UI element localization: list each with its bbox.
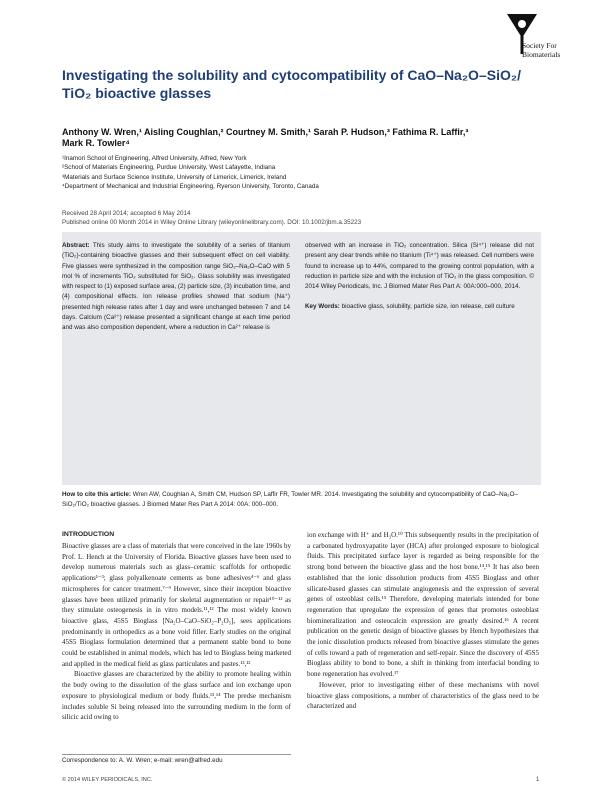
right-paragraph-2: However, prior to investigating either of these mechanisms with novel bioactive glass compositions, a number of characteristics of the glass need to be characterized and	[307, 680, 539, 711]
abstract-right-column	[305, 241, 534, 313]
keywords	[305, 302, 534, 312]
affiliation-1: ¹Inamori School of Engineering, Alfred University, Alfred, New York	[62, 155, 247, 162]
cite-text: Wren AW, Coughlan A, Smith CM, Hudson SP, Laffir FR, Towler MR. 2014. Investigating the solubility and cytocompatibility of CaO–Na₂O–SiO₂/TiO₂ bioactive glasses. J Biomed Mater Res Part A 2014: 00A: 000–000.	[62, 491, 519, 508]
article-title: Investigating the solubility and cytocompatibility of CaO–Na₂O–SiO₂/ TiO₂ bioactive glasses	[62, 67, 521, 101]
authors: Anthony W. Wren,¹ Aisling Coughlan,² Courtney M. Smith,¹ Sarah P. Hudson,³ Fathima R. Laffir,³ Mark R. Towler⁴	[62, 127, 469, 148]
affiliation-3: ³Materials and Surface Science Institute, University of Limerick, Limerick, Ireland	[62, 173, 287, 181]
logo-text: Society For Biomaterials	[522, 41, 561, 59]
footnote-divider	[62, 754, 291, 755]
affiliation-4: ⁴Department of Mechanical and Industrial Engineering, Ryerson University, Toronto, Canada	[62, 182, 319, 190]
abstract-left-column	[62, 241, 290, 334]
keywords-label: Key Words:	[305, 303, 340, 311]
published-info: Published online 00 Month 2014 in Wiley Online Library (wileyonlinelibrary.com). DOI: 10.1002/jbm.a.35223	[62, 219, 362, 226]
affiliation-2: ²School of Materials Engineering, Purdue University, West Lafayette, Indiana	[62, 164, 276, 172]
body-right-column	[307, 530, 539, 712]
intro-paragraph-2: Bioactive glasses are characterized by the ability to promote healing within the body owing to the dissolution of the glass surface and ion exchange upon exposure to physiological medium or body fluids.¹³,¹⁴ The predse mechanism includes soluble Si being released into the surrounding medium in the form of silicic acid owing to	[62, 670, 291, 722]
abstract-text-right: observed with an increase in TiO₂ concentration. Silica (Si⁴⁺) release did not present any clear trends while no titanium (Ti⁴⁺) was released. Cell numbers were found to increase up to 44%, compared to the growing control population, with a reduction in particle size and with the inclusion of TiO₂ in the glass composition. © 2014 Wiley Periodicals, Inc. J Biomed Mater Res Part A: 00A:000–000, 2014.	[305, 242, 534, 291]
correspondence: Correspondence to: A. W. Wren; e-mail: wren@alfred.edu	[62, 757, 223, 764]
right-paragraph-1: ion exchange with H⁺ and H₃O.¹⁰ This subsequently results in the precipitation of a carbonated hydroxyapatite layer (HCA) after prolonged exposure to biological fluids. This precipitated surface layer is regarded as being responsible for the strong bond between the bioactive glass and the host bone.¹⁴,¹⁵ It has also been established that the ionic dissolution products from 45S5 Bioglass and other silicate-based glasses can stimulate angiogenesis and the expression of several genes of osteoblast cells.¹⁵ Therefore, developing materials intended for bone regeneration that upregulate the expression of genes that promotes osteoblast biomineralization and osteocalcin expression are greatly desired.¹⁶ A recent publication on the genetic design of bioactive glasses by Hench hypothesizes that the ionic dissolution products released from bioactive glasses stimulate the genes of cells toward a path of regeneration and self-repair. Since the discovery of 45S5 Bioglass ability to bond to bone, a shift in thinking from interfacial bonding to bone regeneration has evolved.¹⁷	[307, 531, 539, 679]
intro-paragraph-1: Bioactive glasses are a class of materials that were conceived in the late 1960s by Prof. L. Hench at the University of Florida. Bioactive glasses have been used to develop numerous materials such as glass–ceramic scaffolds for orthopedic applications¹⁻³; glass polyalkenoate cements as bone adhesives⁴⁻⁶ and glass microspheres for cancer treatment.⁷⁻⁹ However, since their inception bioactive glasses have been utilized primarily for skeletal augmentation or repair¹⁰⁻¹² as they stimulate osteogenesis in in vitro models.¹¹,¹² The most widely known bioactive glass, 45S5 Bioglass [Na₂O–CaO–SiO₂–P₂O₅], sees applications predominantly in orthopedics as a bone void filler. Early studies on the original 45S5 Bioglass formulation determined that a permanent stable bond to bone could be established in animal models, which has led to Bioglass being marketed and applied in the medical field as glass particulates and pastes.¹³,¹²	[62, 542, 291, 668]
copyright-footer: © 2014 WILEY PERIODICALS, INC.	[62, 777, 153, 783]
introduction-heading: INTRODUCTION	[62, 531, 115, 538]
page-number: 1	[536, 777, 540, 783]
received-date: Received 28 April 2014; accepted 6 May 2014	[62, 210, 191, 217]
cite-label: How to cite this article:	[62, 491, 131, 498]
affiliations	[62, 154, 552, 191]
body-left-column	[62, 530, 291, 723]
abstract-label: Abstract:	[62, 242, 90, 249]
keywords-text: bioactive glass, solubility, particle size, ion release, cell culture	[341, 303, 515, 311]
how-to-cite	[62, 490, 540, 509]
publication-dates	[62, 209, 552, 227]
abstract-text-left: This study aims to investigate the solubility of a series of titanium (TiO₂)-containing bioactive glasses and their subsequent effect on cell viability. Five glasses were synthesized in the composition range SiO₂–Na₂O–CaO with 5 mol % of increments TiO₂ substituted for SiO₂. Glass solubility was investigated with respect to (1) exposed surface area, (2) particle size, (3) incubation time, and (4) compositional effects. Ion release profiles showed that sodium (Na⁺) presented high release rates after 1 day and were unchanged between 7 and 14 days. Calcium (Ca²⁺) release presented a significant change at each time period and was also composition dependent, where a reduction in Ca²⁺ release is	[62, 242, 291, 332]
